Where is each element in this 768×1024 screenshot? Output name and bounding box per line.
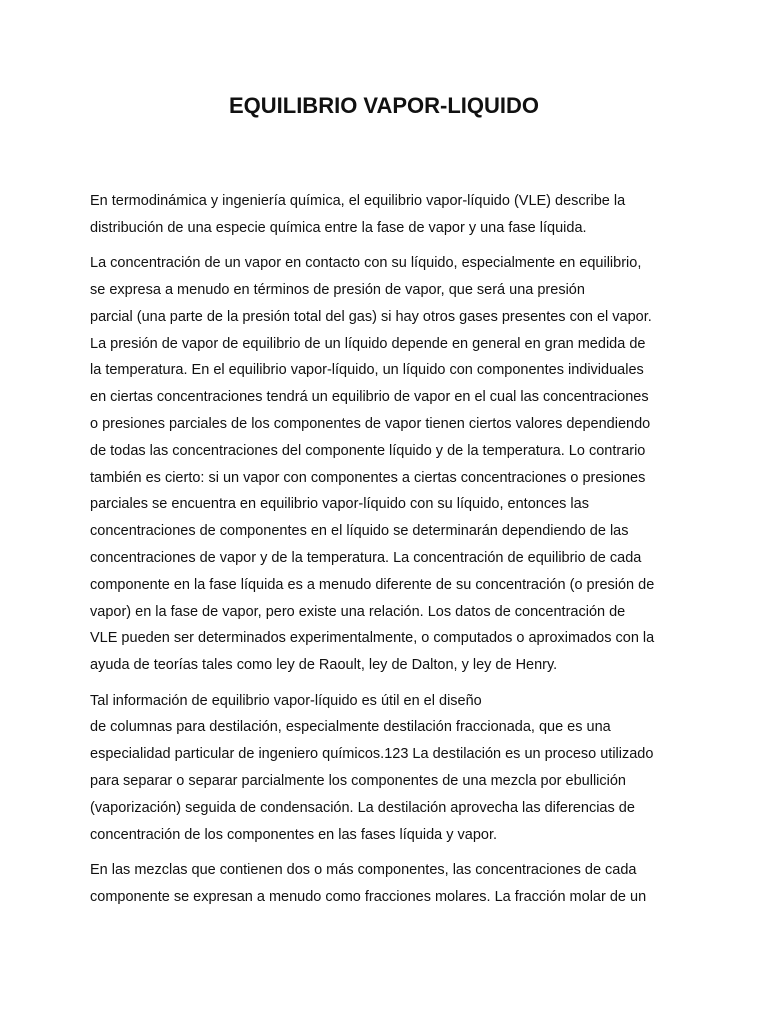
text-line: concentración de los componentes en las fases líquida y vapor. <box>90 826 498 843</box>
text-line: de todas las concentraciones del componente líquido y de la temperatura. Lo contrario <box>90 442 646 459</box>
text-line: se expresa a menudo en términos de presión de vapor, que será una presión <box>90 281 585 298</box>
text-line: concentraciones de componentes en el líquido se determinarán dependiendo de las <box>90 523 629 540</box>
text-line: en ciertas concentraciones tendrá un equilibrio de vapor en el cual las concentraciones <box>90 389 649 406</box>
text-line: distribución de una especie química entre la fase de vapor y una fase líquida. <box>90 219 587 236</box>
paragraph <box>90 857 690 911</box>
text-line: En las mezclas que contienen dos o más componentes, las concentraciones de cada <box>90 861 637 878</box>
text-line: o presiones parciales de los componentes de vapor tienen ciertos valores dependiendo <box>90 415 651 432</box>
text-line: VLE pueden ser determinados experimentalmente, o computados o aproximados con la <box>90 630 655 647</box>
text-line: la temperatura. En el equilibrio vapor-líquido, un líquido con componentes individuales <box>90 362 644 379</box>
text-line: componente se expresan a menudo como fracciones molares. La fracción molar de un <box>90 888 647 905</box>
text-line: de columnas para destilación, especialmente destilación fraccionada, que es una <box>90 719 611 736</box>
text-line: también es cierto: si un vapor con componentes a ciertas concentraciones o presiones <box>90 469 646 486</box>
text-line: (vaporización) seguida de condensación. La destilación aprovecha las diferencias de <box>90 799 635 816</box>
text-line: especialidad particular de ingeniero químicos.123 La destilación es un proceso utilizado <box>90 746 654 763</box>
document-title: EQUILIBRIO VAPOR-LIQUIDO <box>228 93 540 118</box>
text-line: ayuda de teorías tales como ley de Raoult, ley de Dalton, y ley de Henry. <box>90 657 558 674</box>
text-line: parciales se encuentra en equilibrio vapor-líquido con su líquido, entonces las <box>90 496 589 513</box>
text-line: En termodinámica y ingeniería química, el equilibrio vapor-líquido (VLE) describe la <box>90 193 626 209</box>
text-line: Tal información de equilibrio vapor-líquido es útil en el diseño <box>90 692 482 709</box>
paragraph <box>90 688 690 849</box>
text-line: componente en la fase líquida es a menudo diferente de su concentración (o presión de <box>90 576 655 593</box>
paragraph <box>90 188 690 242</box>
text-line: La concentración de un vapor en contacto con su líquido, especialmente en equilibrio, <box>90 255 642 272</box>
text-line: parcial (una parte de la presión total del gas) si hay otros gases presentes con el vapor. <box>90 308 652 325</box>
document-body <box>90 188 690 919</box>
text-line: La presión de vapor de equilibrio de un líquido depende en general en gran medida de <box>90 335 646 352</box>
paragraph <box>90 250 690 679</box>
text-line: para separar o separar parcialmente los componentes de una mezcla por ebullición <box>90 772 626 789</box>
text-line: concentraciones de vapor y de la temperatura. La concentración de equilibrio de cada <box>90 549 642 566</box>
text-line: vapor) en la fase de vapor, pero existe una relación. Los datos de concentración de <box>90 603 626 620</box>
